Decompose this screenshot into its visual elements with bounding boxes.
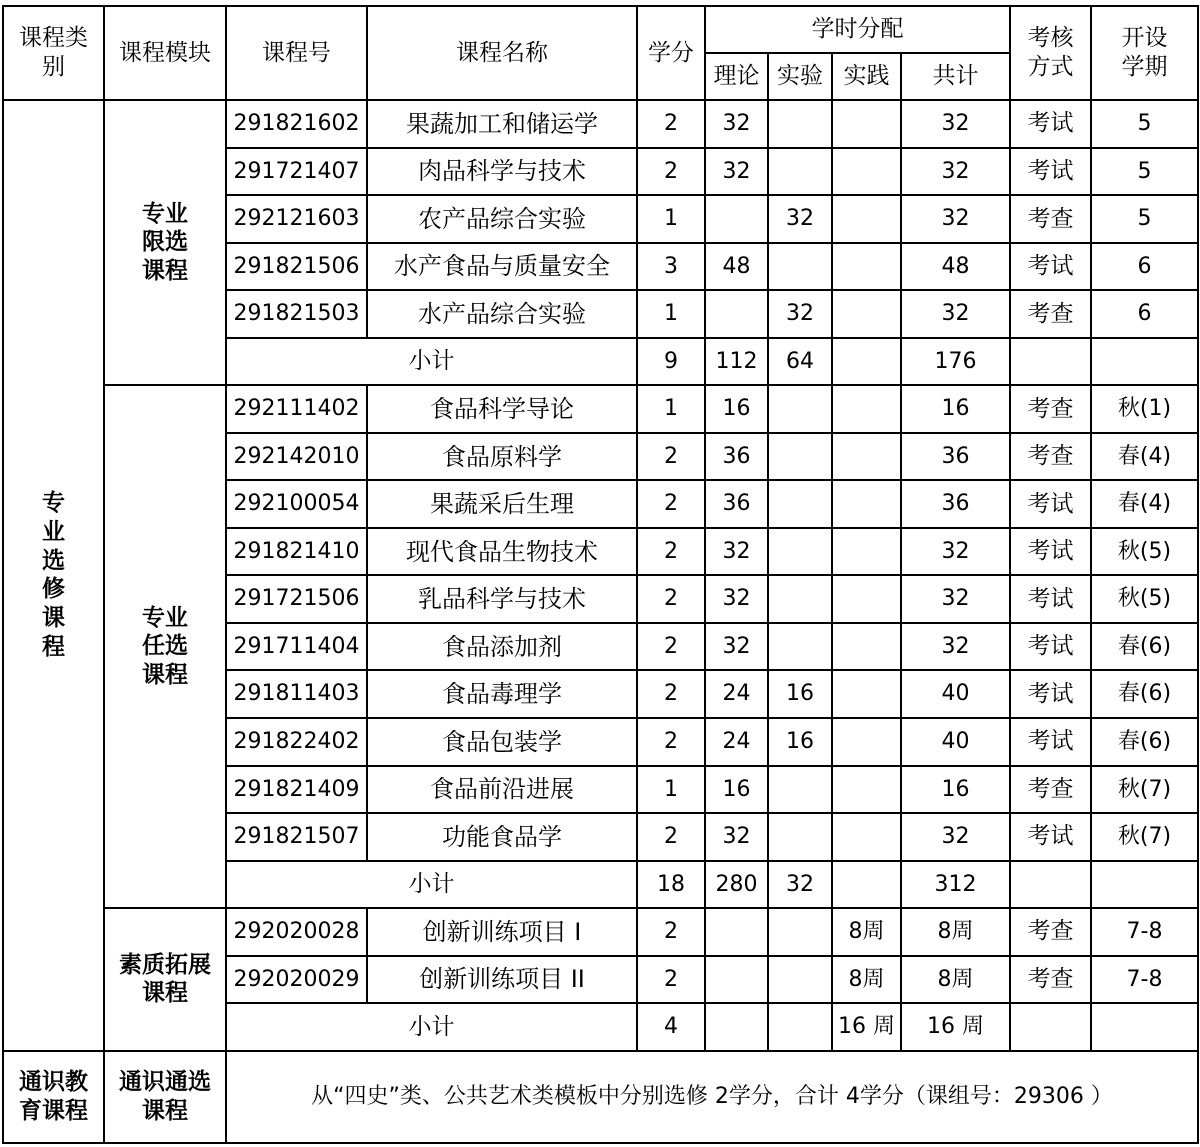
header-total: 共计 bbox=[901, 53, 1010, 101]
subtotal-label: 小计 bbox=[226, 338, 637, 386]
course-semester: 7-8 bbox=[1091, 908, 1198, 956]
course-exam: 考查 bbox=[1010, 290, 1091, 338]
course-exam: 考查 bbox=[1010, 385, 1091, 433]
course-total: 32 bbox=[901, 100, 1010, 148]
subtotal-total: 16 周 bbox=[901, 1003, 1010, 1051]
course-exam: 考查 bbox=[1010, 433, 1091, 481]
course-semester: 6 bbox=[1091, 243, 1198, 291]
course-credit: 2 bbox=[637, 670, 705, 718]
course-name: 创新训练项目 I bbox=[367, 908, 637, 956]
course-credit: 2 bbox=[637, 528, 705, 576]
course-code: 291721407 bbox=[226, 148, 367, 196]
subtotal-theory: 112 bbox=[705, 338, 768, 386]
subtotal-lab: 32 bbox=[768, 861, 832, 909]
course-exam: 考试 bbox=[1010, 623, 1091, 671]
course-total: 32 bbox=[901, 290, 1010, 338]
subtotal-practice bbox=[832, 861, 901, 909]
course-theory bbox=[705, 956, 768, 1004]
course-practice bbox=[832, 243, 901, 291]
course-credit: 1 bbox=[637, 290, 705, 338]
course-credit: 2 bbox=[637, 575, 705, 623]
subtotal-lab: 64 bbox=[768, 338, 832, 386]
course-name: 食品添加剂 bbox=[367, 623, 637, 671]
subtotal-total: 312 bbox=[901, 861, 1010, 909]
course-semester: 春(6) bbox=[1091, 623, 1198, 671]
course-theory: 32 bbox=[705, 148, 768, 196]
header-theory: 理论 bbox=[705, 53, 768, 101]
course-total: 32 bbox=[901, 528, 1010, 576]
course-total: 32 bbox=[901, 575, 1010, 623]
course-credit: 2 bbox=[637, 433, 705, 481]
module-general: 通识通选课程 bbox=[104, 1051, 226, 1143]
course-practice: 8周 bbox=[832, 956, 901, 1004]
subtotal-exam-empty bbox=[1010, 1003, 1091, 1051]
course-practice: 8周 bbox=[832, 908, 901, 956]
course-theory: 32 bbox=[705, 623, 768, 671]
course-total: 36 bbox=[901, 480, 1010, 528]
course-exam: 考试 bbox=[1010, 148, 1091, 196]
course-exam: 考试 bbox=[1010, 100, 1091, 148]
course-credit: 3 bbox=[637, 243, 705, 291]
course-exam: 考查 bbox=[1010, 195, 1091, 243]
course-theory: 16 bbox=[705, 766, 768, 814]
course-name: 果蔬采后生理 bbox=[367, 480, 637, 528]
course-practice bbox=[832, 290, 901, 338]
course-code: 291821410 bbox=[226, 528, 367, 576]
course-code: 291721506 bbox=[226, 575, 367, 623]
course-practice bbox=[832, 813, 901, 861]
course-practice bbox=[832, 528, 901, 576]
course-lab: 32 bbox=[768, 195, 832, 243]
course-credit: 2 bbox=[637, 718, 705, 766]
course-total: 32 bbox=[901, 623, 1010, 671]
course-total: 40 bbox=[901, 718, 1010, 766]
course-lab bbox=[768, 433, 832, 481]
course-code: 291711404 bbox=[226, 623, 367, 671]
course-name: 食品毒理学 bbox=[367, 670, 637, 718]
subtotal-credit: 4 bbox=[637, 1003, 705, 1051]
course-practice bbox=[832, 148, 901, 196]
header-lab: 实验 bbox=[768, 53, 832, 101]
course-lab bbox=[768, 813, 832, 861]
table-row bbox=[3, 385, 1198, 433]
course-code: 291811403 bbox=[226, 670, 367, 718]
course-code: 291822402 bbox=[226, 718, 367, 766]
course-lab: 32 bbox=[768, 290, 832, 338]
course-semester: 春(6) bbox=[1091, 670, 1198, 718]
subtotal-semester-empty bbox=[1091, 1003, 1198, 1051]
header-credit: 学分 bbox=[637, 6, 705, 100]
header-code: 课程号 bbox=[226, 6, 367, 100]
course-theory: 48 bbox=[705, 243, 768, 291]
course-practice bbox=[832, 100, 901, 148]
table-row bbox=[3, 908, 1198, 956]
subtotal-exam-empty bbox=[1010, 338, 1091, 386]
course-name: 食品前沿进展 bbox=[367, 766, 637, 814]
course-semester: 秋(7) bbox=[1091, 813, 1198, 861]
course-lab bbox=[768, 956, 832, 1004]
course-theory: 32 bbox=[705, 528, 768, 576]
header-row-1 bbox=[3, 6, 1198, 53]
course-practice bbox=[832, 195, 901, 243]
course-code: 291821506 bbox=[226, 243, 367, 291]
course-theory bbox=[705, 290, 768, 338]
header-semester: 开设学期 bbox=[1091, 6, 1198, 100]
course-exam: 考试 bbox=[1010, 718, 1091, 766]
course-name: 乳品科学与技术 bbox=[367, 575, 637, 623]
course-semester: 秋(1) bbox=[1091, 385, 1198, 433]
course-name: 食品原料学 bbox=[367, 433, 637, 481]
course-lab bbox=[768, 100, 832, 148]
course-credit: 2 bbox=[637, 100, 705, 148]
course-exam: 考试 bbox=[1010, 480, 1091, 528]
header-hours: 学时分配 bbox=[705, 6, 1010, 53]
course-code: 292100054 bbox=[226, 480, 367, 528]
course-total: 16 bbox=[901, 766, 1010, 814]
course-practice bbox=[832, 575, 901, 623]
course-exam: 考试 bbox=[1010, 670, 1091, 718]
course-theory: 32 bbox=[705, 575, 768, 623]
course-code: 291821602 bbox=[226, 100, 367, 148]
course-total: 32 bbox=[901, 813, 1010, 861]
course-practice bbox=[832, 766, 901, 814]
course-name: 现代食品生物技术 bbox=[367, 528, 637, 576]
course-semester: 秋(5) bbox=[1091, 528, 1198, 576]
course-lab: 16 bbox=[768, 718, 832, 766]
course-exam: 考试 bbox=[1010, 528, 1091, 576]
course-credit: 1 bbox=[637, 766, 705, 814]
subtotal-exam-empty bbox=[1010, 861, 1091, 909]
course-practice bbox=[832, 718, 901, 766]
course-name: 创新训练项目 II bbox=[367, 956, 637, 1004]
course-theory: 32 bbox=[705, 813, 768, 861]
course-exam: 考查 bbox=[1010, 908, 1091, 956]
course-exam: 考试 bbox=[1010, 813, 1091, 861]
course-name: 农产品综合实验 bbox=[367, 195, 637, 243]
course-credit: 1 bbox=[637, 195, 705, 243]
category-general: 通识教育课程 bbox=[3, 1051, 104, 1143]
course-name: 肉品科学与技术 bbox=[367, 148, 637, 196]
course-total: 8周 bbox=[901, 956, 1010, 1004]
course-name: 果蔬加工和储运学 bbox=[367, 100, 637, 148]
subtotal-credit: 18 bbox=[637, 861, 705, 909]
header-module: 课程模块 bbox=[104, 6, 226, 100]
course-name: 食品科学导论 bbox=[367, 385, 637, 433]
subtotal-practice bbox=[832, 338, 901, 386]
course-total: 8周 bbox=[901, 908, 1010, 956]
header-exam: 考核方式 bbox=[1010, 6, 1091, 100]
course-lab bbox=[768, 148, 832, 196]
subtotal-semester-empty bbox=[1091, 861, 1198, 909]
course-name: 水产品综合实验 bbox=[367, 290, 637, 338]
course-credit: 2 bbox=[637, 148, 705, 196]
course-practice bbox=[832, 433, 901, 481]
course-name: 食品包装学 bbox=[367, 718, 637, 766]
header-practice: 实践 bbox=[832, 53, 901, 101]
curriculum-table bbox=[2, 5, 1199, 1144]
course-code: 292142010 bbox=[226, 433, 367, 481]
course-credit: 1 bbox=[637, 385, 705, 433]
subtotal-lab bbox=[768, 1003, 832, 1051]
course-semester: 5 bbox=[1091, 100, 1198, 148]
course-theory: 24 bbox=[705, 670, 768, 718]
course-semester: 7-8 bbox=[1091, 956, 1198, 1004]
course-semester: 6 bbox=[1091, 290, 1198, 338]
course-lab bbox=[768, 528, 832, 576]
subtotal-label: 小计 bbox=[226, 861, 637, 909]
course-exam: 考试 bbox=[1010, 243, 1091, 291]
course-total: 48 bbox=[901, 243, 1010, 291]
course-credit: 2 bbox=[637, 480, 705, 528]
course-total: 36 bbox=[901, 433, 1010, 481]
header-category: 课程类别 bbox=[3, 6, 104, 100]
table-row bbox=[3, 100, 1198, 148]
general-education-row bbox=[3, 1051, 1198, 1143]
course-credit: 2 bbox=[637, 956, 705, 1004]
course-semester: 5 bbox=[1091, 148, 1198, 196]
course-name: 水产食品与质量安全 bbox=[367, 243, 637, 291]
course-code: 291821503 bbox=[226, 290, 367, 338]
course-theory bbox=[705, 195, 768, 243]
course-exam: 考查 bbox=[1010, 956, 1091, 1004]
course-exam: 考试 bbox=[1010, 575, 1091, 623]
course-credit: 2 bbox=[637, 908, 705, 956]
subtotal-credit: 9 bbox=[637, 338, 705, 386]
course-credit: 2 bbox=[637, 813, 705, 861]
subtotal-total: 176 bbox=[901, 338, 1010, 386]
course-semester: 5 bbox=[1091, 195, 1198, 243]
course-lab bbox=[768, 575, 832, 623]
subtotal-semester-empty bbox=[1091, 338, 1198, 386]
course-semester: 春(4) bbox=[1091, 480, 1198, 528]
course-semester: 秋(7) bbox=[1091, 766, 1198, 814]
category-elective: 专业选修课程 bbox=[3, 100, 104, 1051]
course-theory: 36 bbox=[705, 433, 768, 481]
course-theory bbox=[705, 908, 768, 956]
course-semester: 春(4) bbox=[1091, 433, 1198, 481]
subtotal-theory bbox=[705, 1003, 768, 1051]
module-optional: 专业任选课程 bbox=[104, 385, 226, 908]
course-lab bbox=[768, 766, 832, 814]
course-total: 32 bbox=[901, 148, 1010, 196]
course-semester: 春(6) bbox=[1091, 718, 1198, 766]
course-exam: 考查 bbox=[1010, 766, 1091, 814]
course-theory: 32 bbox=[705, 100, 768, 148]
subtotal-practice: 16 周 bbox=[832, 1003, 901, 1051]
subtotal-label: 小计 bbox=[226, 1003, 637, 1051]
course-lab: 16 bbox=[768, 670, 832, 718]
course-practice bbox=[832, 670, 901, 718]
module-restricted: 专业限选课程 bbox=[104, 100, 226, 385]
course-code: 292020029 bbox=[226, 956, 367, 1004]
course-theory: 36 bbox=[705, 480, 768, 528]
course-credit: 2 bbox=[637, 623, 705, 671]
course-code: 291821409 bbox=[226, 766, 367, 814]
course-lab bbox=[768, 908, 832, 956]
course-practice bbox=[832, 385, 901, 433]
course-lab bbox=[768, 385, 832, 433]
course-practice bbox=[832, 623, 901, 671]
course-code: 292020028 bbox=[226, 908, 367, 956]
course-lab bbox=[768, 623, 832, 671]
course-lab bbox=[768, 480, 832, 528]
course-total: 32 bbox=[901, 195, 1010, 243]
subtotal-theory: 280 bbox=[705, 861, 768, 909]
course-theory: 16 bbox=[705, 385, 768, 433]
course-code: 291821507 bbox=[226, 813, 367, 861]
header-name: 课程名称 bbox=[367, 6, 637, 100]
course-theory: 24 bbox=[705, 718, 768, 766]
course-code: 292111402 bbox=[226, 385, 367, 433]
course-semester: 秋(5) bbox=[1091, 575, 1198, 623]
course-code: 292121603 bbox=[226, 195, 367, 243]
module-quality: 素质拓展课程 bbox=[104, 908, 226, 1051]
course-name: 功能食品学 bbox=[367, 813, 637, 861]
course-total: 16 bbox=[901, 385, 1010, 433]
course-practice bbox=[832, 480, 901, 528]
general-note: 从“四史”类、公共艺术类模板中分别选修 2学分，合计 4学分（课组号：29306 ） bbox=[226, 1051, 1198, 1143]
course-lab bbox=[768, 243, 832, 291]
course-total: 40 bbox=[901, 670, 1010, 718]
